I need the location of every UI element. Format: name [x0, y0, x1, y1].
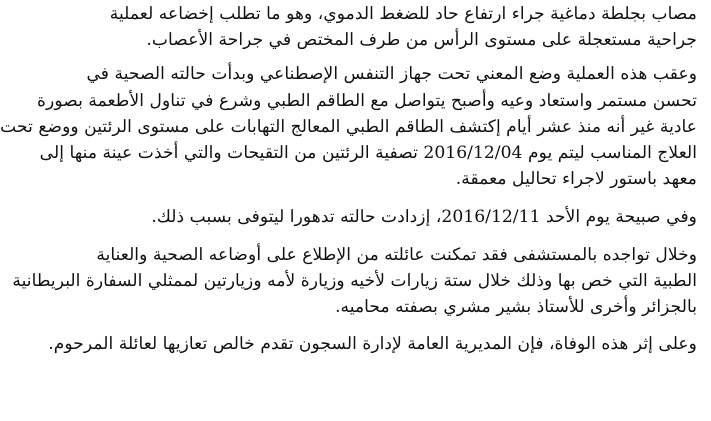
text-line: الطبية التي خص بها وذلك خلال ستة زيارات لأخيه وزيارة لأمه وزيارتين لممثلي السفارة البريطانية — [12, 270, 697, 291]
text-line: وعقب هذه العملية وضع المعني تحت جهاز التنفس الإصطناعي وبدأت حالته الصحية في — [86, 64, 697, 85]
text-line: وفي صبيحة يوم الأحد 2016/12/11، إزدادت حالته تدهورا ليتوفى بسبب ذلك. — [151, 207, 697, 228]
text-line: وخلال تواجده بالمستشفى فقد تمكنت عائلته من الإطلاع على أوضاعه الصحية والعناية — [96, 244, 697, 265]
text-line: بالجزائر وأخرى للأستاذ بشير مشري بصفته محاميه. — [335, 296, 697, 317]
paragraph-medical-condition — [109, 1, 697, 53]
text-line: العلاج المناسب ليتم يوم 2016/12/04 تصفية الرئتين من التقيحات والتي أخذت عينة منها إلى — [39, 142, 697, 163]
text-line: معهد باستور لاجراء تحاليل معمقة. — [455, 169, 697, 190]
text-line: تحسن مستمر واستعاد وعيه وأصبح يتواصل مع الطاقم الطبي وشرع في تناول الأطعمة بصورة — [37, 90, 697, 111]
paragraph-family-visits — [12, 242, 697, 321]
text-line: عادية غير أنه منذ عشر أيام إكتشف الطاقم الطبي المعالج التهابات على مستوى الرئتين ووضع تحت — [0, 116, 697, 137]
text-line: وعلى إثر هذه الوفاة، فإن المديرية العامة لإدارة السجون تقدم خالص تعازيها لعائلة المرحوم. — [48, 334, 697, 355]
paragraph-after-surgery — [0, 61, 697, 192]
paragraph-condolences — [48, 331, 697, 357]
text-line: جراحية مستعجلة على مستوى الرأس من طرف المختص في جراحة الأعصاب. — [146, 30, 697, 51]
text-line: مصاب بجلطة دماغية جراء ارتفاع حاد للضغط الدموي، وهو ما تطلب إخضاعه لعملية — [109, 4, 697, 24]
paragraph-death-date — [129, 204, 697, 230]
